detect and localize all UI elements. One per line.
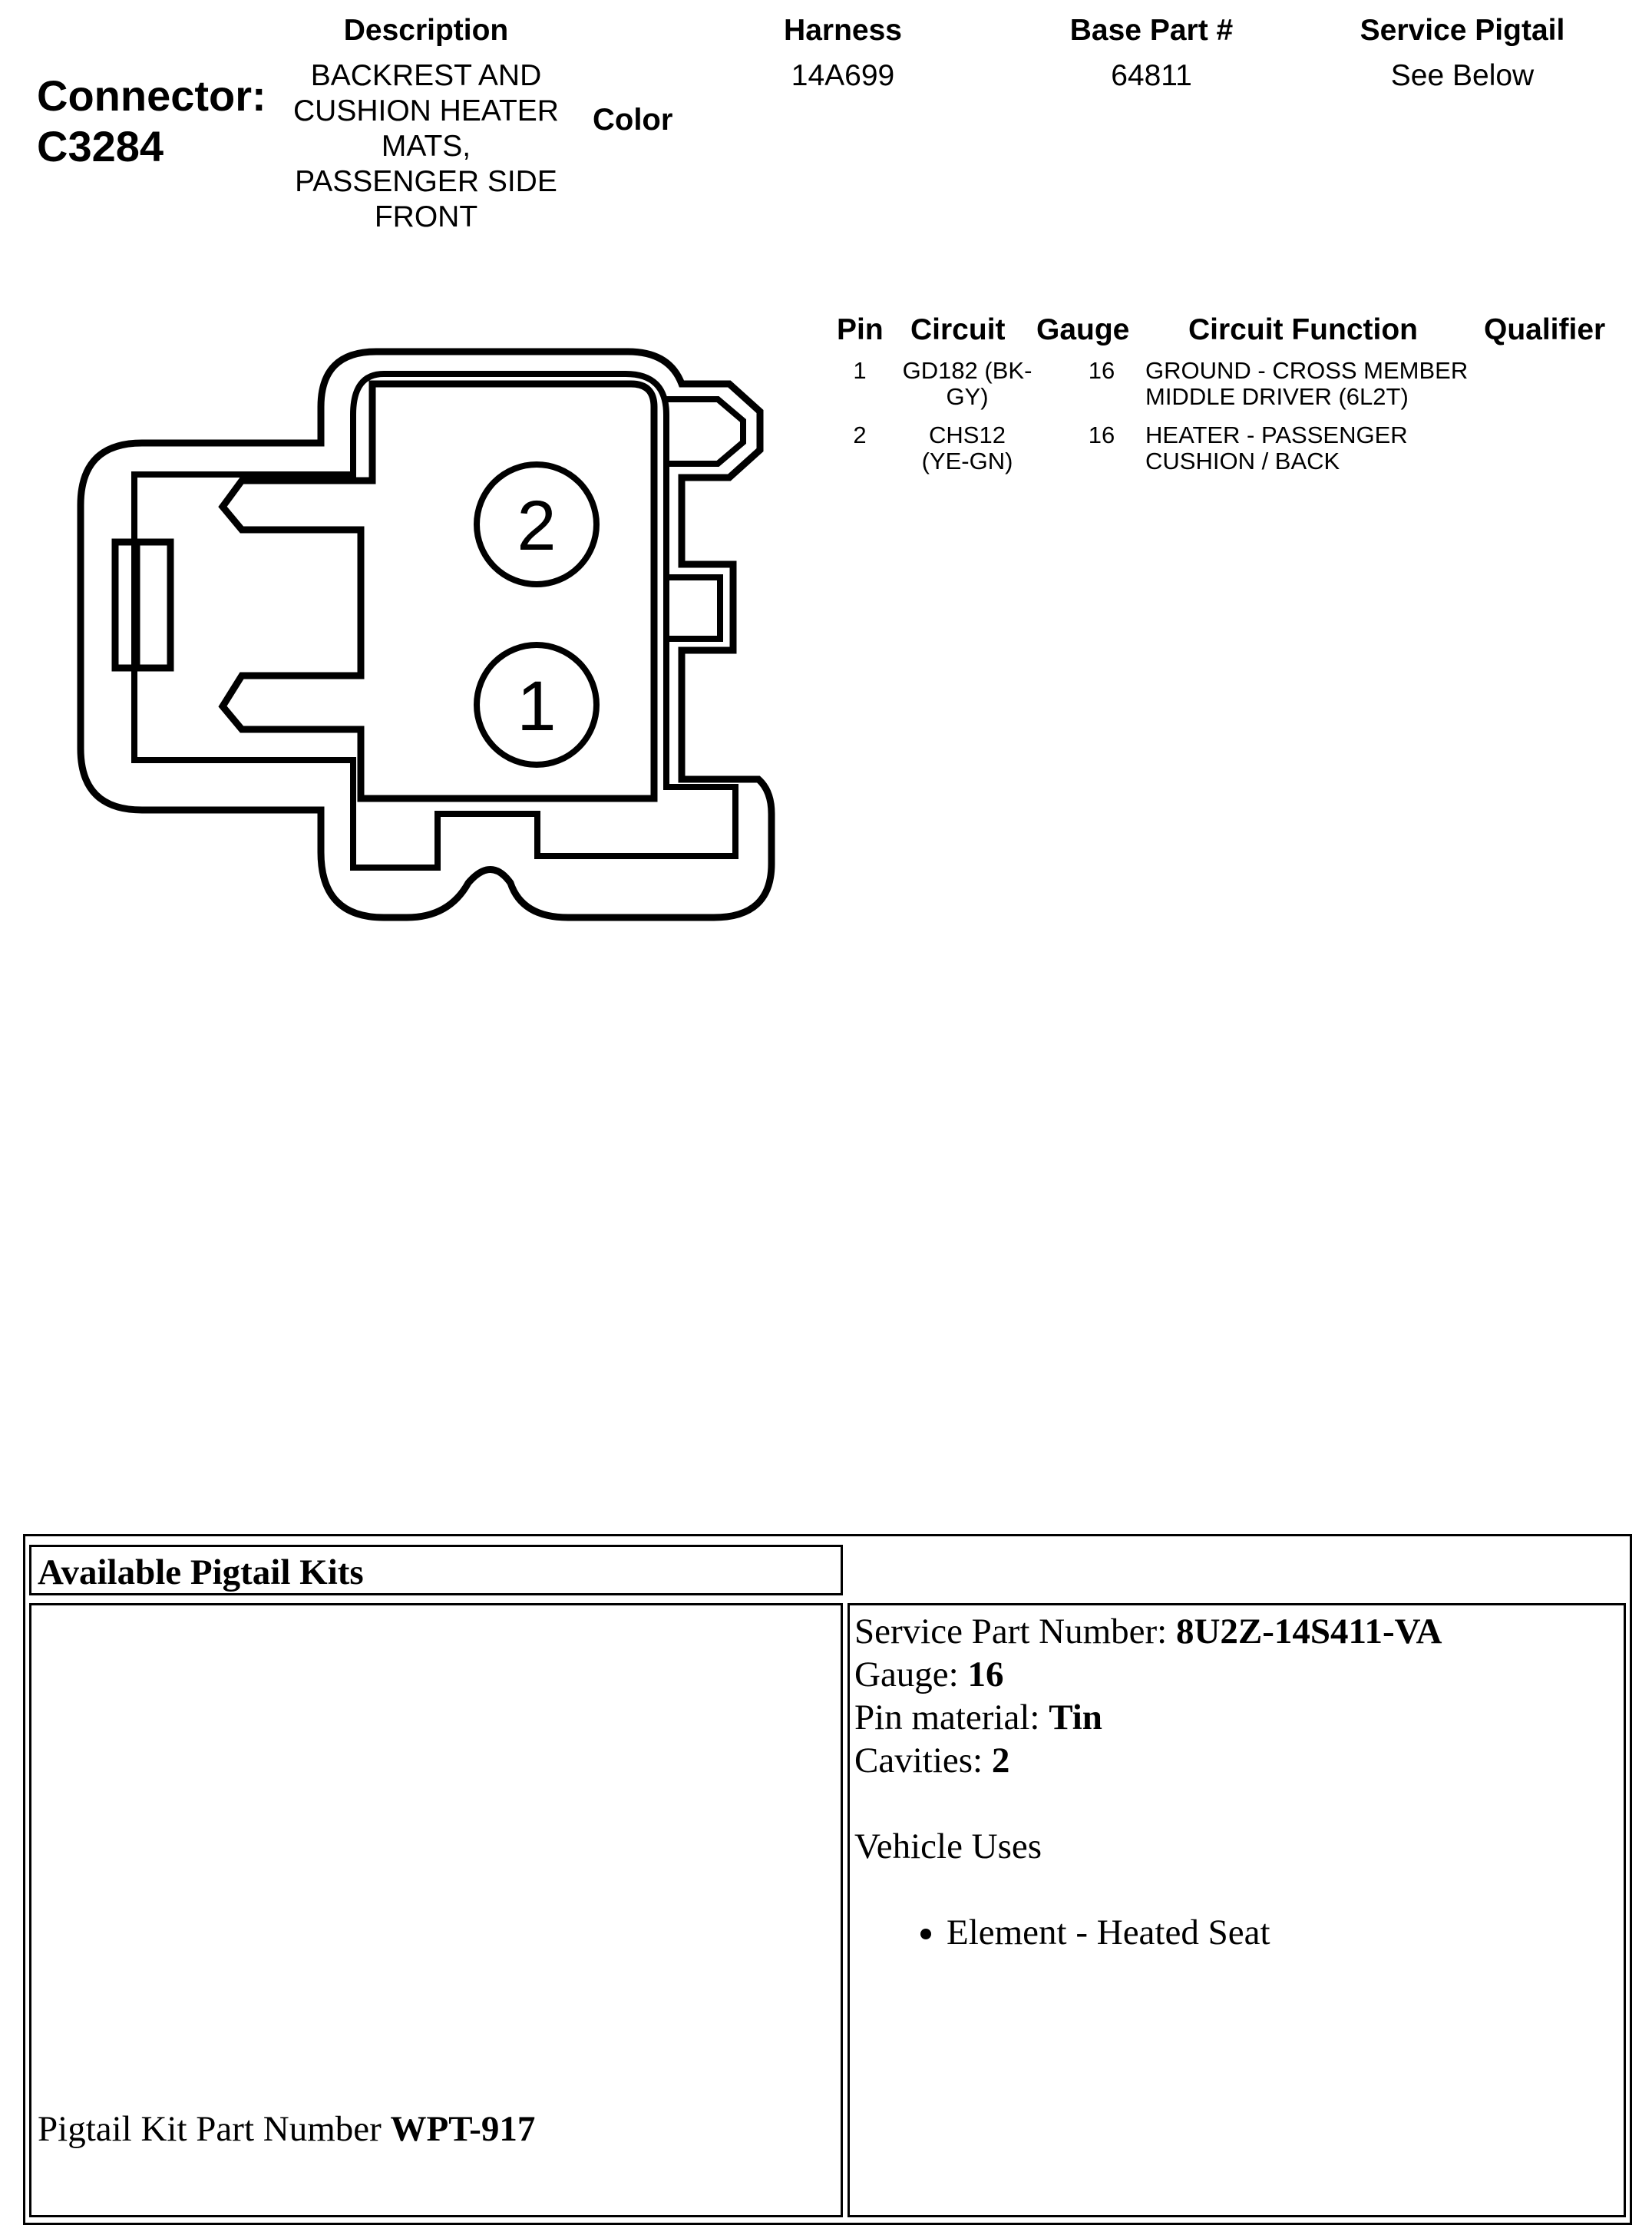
circuit-line: CHS12 bbox=[929, 422, 1006, 448]
gauge-column-header: Gauge bbox=[1036, 313, 1130, 346]
gauge-cell: 16 bbox=[1088, 422, 1115, 448]
pin-cell: 2 bbox=[853, 422, 867, 448]
circuit-cell bbox=[898, 358, 1036, 410]
vehicle-use-item: • Element - Heated Seat bbox=[947, 1911, 1442, 1954]
description-line: MATS, bbox=[381, 130, 471, 163]
base-part-header: Base Part # bbox=[1069, 14, 1234, 47]
cavities-line bbox=[854, 1739, 1442, 1782]
function-line: GROUND - CROSS MEMBER bbox=[1145, 357, 1469, 384]
pigtail-image-cell bbox=[29, 1603, 843, 2217]
function-cell bbox=[1145, 358, 1498, 410]
base-part-value: 64811 bbox=[1111, 59, 1192, 92]
function-cell bbox=[1145, 422, 1498, 474]
pigtail-kit-part-number bbox=[38, 2108, 535, 2151]
pin-cell: 1 bbox=[853, 357, 867, 384]
gauge-line bbox=[854, 1653, 1442, 1696]
housing-inner-outline bbox=[134, 374, 735, 868]
harness-value: 14A699 bbox=[791, 59, 895, 92]
connector-id: C3284 bbox=[37, 122, 164, 170]
function-line: MIDDLE DRIVER (6L2T) bbox=[1145, 383, 1409, 410]
cavities-label: Cavities: bbox=[854, 1741, 992, 1780]
pigtail-details-cell bbox=[847, 1603, 1626, 2217]
pigtail-details bbox=[854, 1610, 1442, 1954]
table-row bbox=[829, 358, 1612, 415]
kit-part-label: Pigtail Kit Part Number bbox=[38, 2109, 391, 2149]
cavity-1-label: 1 bbox=[517, 667, 557, 746]
latch-slot bbox=[115, 542, 170, 668]
pin-material-line bbox=[854, 1696, 1442, 1739]
side-key-upper bbox=[666, 399, 743, 464]
pin-material-value: Tin bbox=[1049, 1698, 1102, 1737]
description-line: FRONT bbox=[374, 200, 478, 233]
connector-label: Connector: bbox=[37, 71, 266, 120]
gauge-cell: 16 bbox=[1088, 357, 1115, 384]
circuit-column-header: Circuit bbox=[910, 313, 1006, 346]
circuit-line: (YE-GN) bbox=[921, 448, 1013, 474]
circuit-function-column-header: Circuit Function bbox=[1188, 313, 1418, 346]
circuit-line: GD182 (BK- bbox=[902, 357, 1032, 384]
vehicle-uses-label: Vehicle Uses bbox=[854, 1827, 1042, 1866]
description-line: PASSENGER SIDE bbox=[295, 165, 557, 198]
function-line: HEATER - PASSENGER bbox=[1145, 422, 1408, 448]
harness-header: Harness bbox=[784, 14, 902, 47]
table-row bbox=[829, 422, 1612, 479]
description-header: Description bbox=[343, 14, 509, 47]
service-part-value: 8U2Z-14S411-VA bbox=[1175, 1612, 1442, 1651]
vehicle-uses-list bbox=[854, 1911, 1442, 1954]
pigtail-kits-title: Available Pigtail Kits bbox=[38, 1552, 364, 1592]
service-part-number-line bbox=[854, 1610, 1442, 1653]
service-pigtail-header: Service Pigtail bbox=[1360, 14, 1565, 47]
circuit-cell bbox=[898, 422, 1036, 474]
color-label: Color bbox=[593, 103, 673, 137]
cavities-value: 2 bbox=[991, 1741, 1010, 1780]
cavity-2-label: 2 bbox=[517, 487, 557, 565]
gauge-value: 16 bbox=[967, 1655, 1004, 1694]
connector-face-diagram bbox=[0, 0, 814, 952]
description-line: BACKREST AND bbox=[310, 59, 542, 92]
service-pigtail-value: See Below bbox=[1390, 59, 1535, 92]
pigtail-kits-title-cell bbox=[29, 1545, 843, 1595]
description-line: CUSHION HEATER bbox=[293, 94, 559, 127]
kit-part-value: WPT-917 bbox=[390, 2109, 536, 2149]
service-part-label: Service Part Number: bbox=[854, 1612, 1176, 1651]
side-key-middle bbox=[666, 577, 720, 639]
qualifier-column-header: Qualifier bbox=[1484, 313, 1606, 346]
pin-column-header: Pin bbox=[837, 313, 884, 346]
gauge-label: Gauge: bbox=[854, 1655, 968, 1694]
function-line: CUSHION / BACK bbox=[1145, 448, 1340, 474]
pin-material-label: Pin material: bbox=[854, 1698, 1049, 1737]
circuit-line: GY) bbox=[946, 383, 989, 410]
